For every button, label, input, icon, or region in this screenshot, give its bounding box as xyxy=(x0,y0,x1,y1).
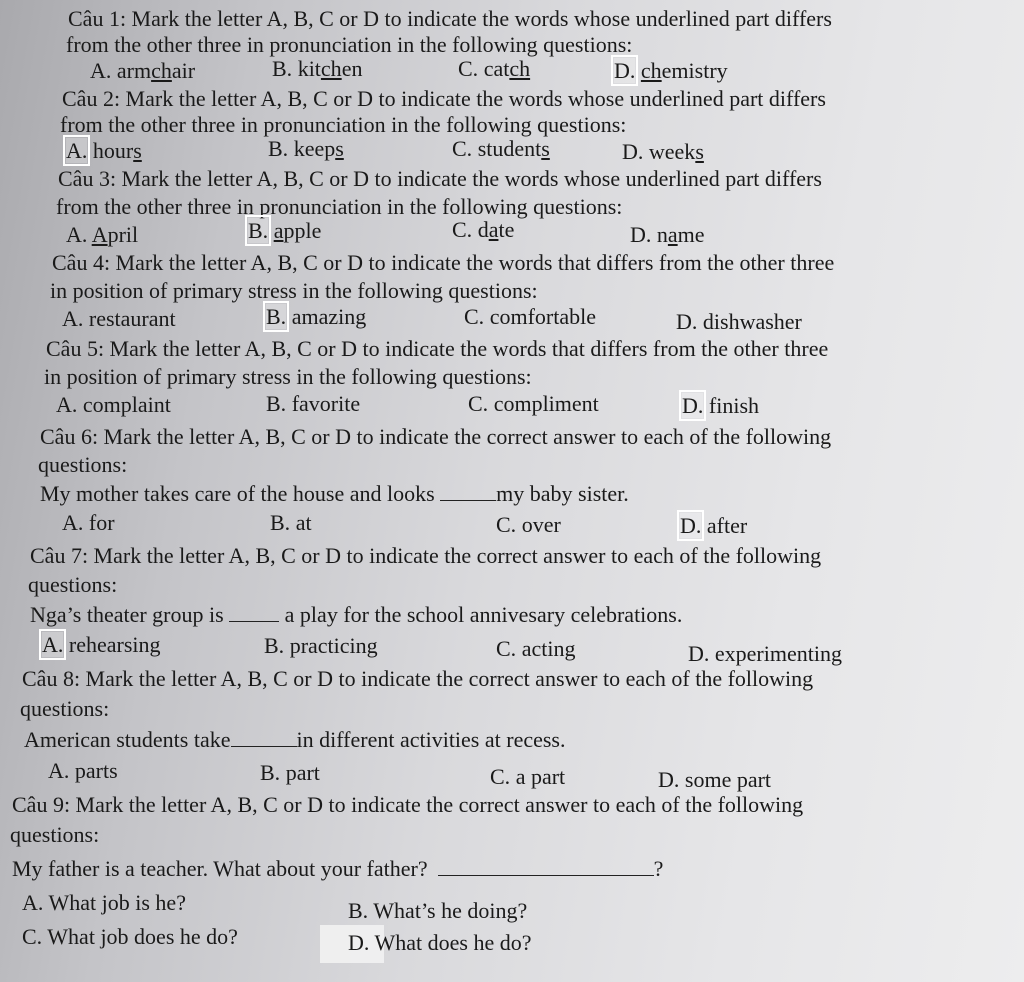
q9-option-b[interactable]: B. What’s he doing? xyxy=(348,898,528,923)
q7-option-b[interactable]: B. practicing xyxy=(264,633,378,658)
q1-option-d[interactable]: D. chemistry xyxy=(614,58,728,83)
q2-heading-cont: from the other three in pronunciation in the following questions: xyxy=(60,112,627,137)
q1-option-c[interactable]: C. catch xyxy=(458,56,531,81)
q9-heading-cont: questions: xyxy=(10,822,100,847)
q2-option-a[interactable]: A. hours xyxy=(66,138,142,163)
q8-option-c[interactable]: C. a part xyxy=(490,764,566,789)
selected-answer-box: B. xyxy=(266,304,287,329)
q3-option-b[interactable]: B. apple xyxy=(248,218,322,243)
selected-answer-box: A. xyxy=(42,632,64,657)
q2-option-b[interactable]: B. keeps xyxy=(268,136,344,161)
q9-option-c[interactable]: C. What job does he do? xyxy=(22,924,238,949)
q6-option-c[interactable]: C. over xyxy=(496,512,561,537)
q6-heading-cont: questions: xyxy=(38,452,128,477)
q3-option-c[interactable]: C. date xyxy=(452,217,515,242)
q8-heading: Câu 8: Mark the letter A, B, C or D to indicate the correct answer to each of the following xyxy=(22,666,814,691)
q2-option-d[interactable]: D. weeks xyxy=(622,139,704,164)
q5-heading: Câu 5: Mark the letter A, B, C or D to indicate the words that differs from the other three xyxy=(46,336,829,361)
q7-option-c[interactable]: C. acting xyxy=(496,636,576,661)
q5-option-a[interactable]: A. complaint xyxy=(56,392,171,417)
q6-heading: Câu 6: Mark the letter A, B, C or D to indicate the correct answer to each of the following xyxy=(40,424,832,449)
answer-blank xyxy=(440,482,496,501)
selected-answer-box: D. xyxy=(614,58,636,83)
q8-heading-cont: questions: xyxy=(20,696,110,721)
q9-sentence: My father is a teacher. What about your father? ? xyxy=(12,856,664,881)
q4-option-c[interactable]: C. comfortable xyxy=(464,304,596,329)
q5-option-d[interactable]: D. finish xyxy=(682,393,760,418)
q9-heading: Câu 9: Mark the letter A, B, C or D to indicate the correct answer to each of the following xyxy=(12,792,804,817)
q9-option-a[interactable]: A. What job is he? xyxy=(22,890,186,915)
q3-heading: Câu 3: Mark the letter A, B, C or D to indicate the words whose underlined part differs xyxy=(58,166,822,191)
q4-option-a[interactable]: A. restaurant xyxy=(62,306,176,331)
q1-heading-cont: from the other three in pronunciation in the following questions: xyxy=(66,32,633,57)
q8-option-d[interactable]: D. some part xyxy=(658,767,772,792)
q7-option-a[interactable]: A. rehearsing xyxy=(42,632,161,657)
q8-sentence: American students take in different activities at recess. xyxy=(24,727,566,752)
q8-option-a[interactable]: A. parts xyxy=(48,758,118,783)
selected-answer-box: D. xyxy=(680,513,702,538)
selected-answer-box: B. xyxy=(248,218,269,243)
q2-option-c[interactable]: C. students xyxy=(452,136,550,161)
q7-heading: Câu 7: Mark the letter A, B, C or D to indicate the correct answer to each of the following xyxy=(30,543,822,568)
answer-blank xyxy=(438,857,654,876)
q1-option-a[interactable]: A. armchair xyxy=(90,58,196,83)
q6-sentence: My mother takes care of the house and looks my baby sister. xyxy=(40,481,629,506)
q4-heading: Câu 4: Mark the letter A, B, C or D to indicate the words that differs from the other three xyxy=(52,250,835,275)
q3-option-a[interactable]: A. April xyxy=(66,222,139,247)
q1-heading: Câu 1: Mark the letter A, B, C or D to indicate the words whose underlined part differs xyxy=(68,6,832,31)
q7-heading-cont: questions: xyxy=(28,572,118,597)
answer-blank xyxy=(231,728,297,747)
q4-option-d[interactable]: D. dishwasher xyxy=(676,309,802,334)
selected-answer-box: A. xyxy=(66,138,88,163)
q1-option-b[interactable]: B. kitchen xyxy=(272,56,363,81)
q5-option-c[interactable]: C. compliment xyxy=(468,391,599,416)
q8-option-b[interactable]: B. part xyxy=(260,760,320,785)
q6-option-d[interactable]: D. after xyxy=(680,513,748,538)
q3-heading-cont: from the other three in pronunciation in the following questions: xyxy=(56,194,623,219)
q5-option-b[interactable]: B. favorite xyxy=(266,391,361,416)
q3-option-d[interactable]: D. name xyxy=(630,222,705,247)
q5-heading-cont: in position of primary stress in the following questions: xyxy=(44,364,532,389)
selected-answer-box: D. xyxy=(682,393,704,418)
q9-option-d[interactable]: D. What does he do? xyxy=(348,930,532,955)
q6-option-a[interactable]: A. for xyxy=(62,510,115,535)
q7-sentence: Nga’s theater group is a play for the school annivesary celebrations. xyxy=(30,602,683,627)
answer-blank xyxy=(229,603,279,622)
q4-heading-cont: in position of primary stress in the following questions: xyxy=(50,278,538,303)
q2-heading: Câu 2: Mark the letter A, B, C or D to indicate the words whose underlined part differs xyxy=(62,86,826,111)
q6-option-b[interactable]: B. at xyxy=(270,510,312,535)
q4-option-b[interactable]: B. amazing xyxy=(266,304,367,329)
q7-option-d[interactable]: D. experimenting xyxy=(688,641,842,666)
